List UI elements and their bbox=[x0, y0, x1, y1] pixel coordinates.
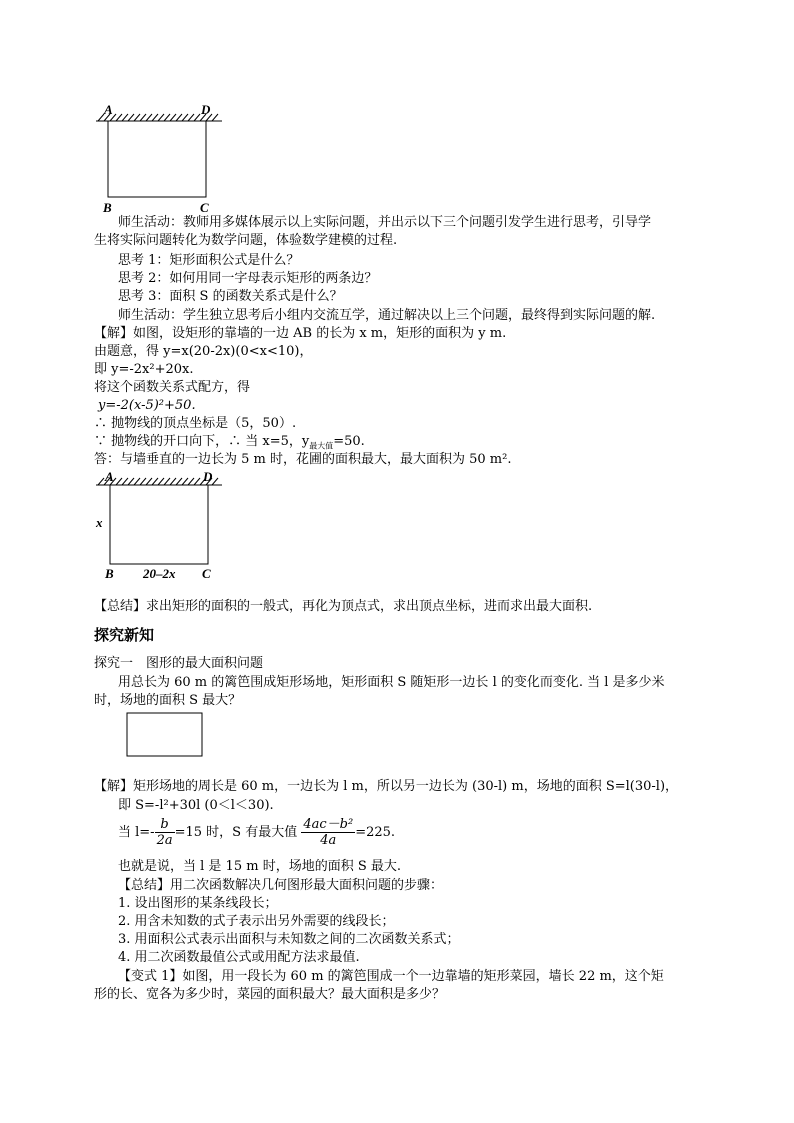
think-2: 思考 2：如何用同一字母表示矩形的两条边？ bbox=[118, 271, 378, 286]
think-3: 思考 3：面积 S 的函数关系式是什么？ bbox=[118, 289, 343, 304]
summary-1: 【总结】求出矩形的面积的一般式，再化为顶点式，求出顶点坐标，进而求出最大面积. bbox=[94, 599, 593, 614]
think-1: 思考 1：矩形面积公式是什么？ bbox=[118, 253, 300, 268]
activity-text-1b: 生将实际问题转化为数学问题，体验数学建模的过程. bbox=[94, 233, 398, 248]
explore-title: 探究一 图形的最大面积问题 bbox=[94, 656, 264, 671]
fig2-label-b: B bbox=[105, 566, 114, 581]
solution-2-line-2: 即 S=-l²+30l (0＜l＜30). bbox=[118, 798, 274, 813]
solution-1-line-4: 将这个函数关系式配方，得 bbox=[94, 380, 251, 395]
fraction-1-denominator: 2a bbox=[156, 833, 173, 848]
summary-2-step-2: 2. 用含未知数的式子表示出另外需要的线段长； bbox=[118, 914, 395, 929]
solution-2-line-3 bbox=[118, 816, 395, 850]
solution-1-line-1: 【解】如图，设矩形的靠墙的一边 AB 的长为 x m，矩形的面积为 y m. bbox=[94, 326, 507, 341]
activity-text-1a: 师生活动：教师用多媒体展示以上实际问题，并出示以下三个问题引发学生进行思考，引导学 bbox=[118, 215, 652, 230]
solution-1-line-3: 即 y=-2x²+20x. bbox=[94, 362, 194, 377]
fraction-2-numerator: 4ac－b² bbox=[303, 817, 354, 832]
summary-2-step-3: 3. 用面积公式表示出面积与未知数之间的二次函数关系式； bbox=[118, 932, 460, 947]
variant-line-1: 【变式 1】如图，用一段长为 60 m 的篱笆围成一个一边靠墙的矩形菜园，墙长 22 m，这个矩 bbox=[118, 969, 664, 984]
fig2-label-bottom: 20–2x bbox=[143, 566, 176, 581]
explore-question-2: 时，场地的面积 S 最大？ bbox=[94, 693, 242, 708]
solution-2-line-1: 【解】矩形场地的周长是 60 m，一边长为 l m，所以另一边长为 (30-l) m，场地的面积 S=l(30-l)， bbox=[94, 779, 679, 794]
solution-1-line-7a: ∵ 抛物线的开口向下，∴ 当 x=5，y bbox=[94, 434, 310, 449]
summary-2-step-1: 1. 设出图形的某条线段长； bbox=[118, 896, 278, 911]
summary-2-title: 【总结】用二次函数解决几何图形最大面积问题的步骤： bbox=[118, 878, 444, 893]
solution-1-line-6: ∴ 抛物线的顶点坐标是（5，50）. bbox=[94, 416, 297, 431]
fig2-label-a: A bbox=[105, 469, 114, 484]
fraction-vertex-value bbox=[301, 817, 355, 848]
solution-1-line-2: 由题意，得 y=x(20-2x)(0<x<10)， bbox=[94, 344, 313, 359]
activity-text-2: 师生活动：学生独立思考后小组内交流互学，通过解决以上三个问题，最终得到实际问题的解. bbox=[118, 308, 656, 323]
fig1-label-c: C bbox=[200, 200, 209, 215]
solution-2-line-3c: =225. bbox=[355, 825, 396, 840]
summary-2-step-4: 4. 用二次函数最值公式或用配方法求最值. bbox=[118, 950, 360, 965]
figure-2-rect bbox=[110, 485, 208, 564]
fig2-label-d: D bbox=[203, 469, 213, 484]
max-value-subscript: 最大值 bbox=[309, 441, 334, 451]
fraction-b-over-2a bbox=[155, 817, 175, 848]
fig2-label-c: C bbox=[202, 566, 211, 581]
solution-1-line-7b: =50. bbox=[333, 434, 365, 449]
figure-3-rect bbox=[127, 713, 202, 756]
figure-1-rect bbox=[108, 121, 206, 197]
section-heading: 探究新知 bbox=[94, 626, 155, 644]
solution-2-line-4: 也就是说，当 l 是 15 m 时，场地的面积 S 最大. bbox=[118, 859, 401, 874]
fig1-label-b: B bbox=[103, 200, 112, 215]
fig1-label-d: D bbox=[201, 102, 211, 117]
fraction-1-numerator: b bbox=[155, 817, 175, 833]
fraction-2-denominator: 4a bbox=[320, 833, 337, 848]
variant-line-2: 形的长、宽各为多少时，菜园的面积最大？最大面积是多少？ bbox=[94, 987, 446, 1002]
solution-1-line-5: y=-2(x-5)²+50. bbox=[98, 398, 196, 413]
solution-2-line-3a: 当 l=- bbox=[118, 825, 155, 840]
solution-2-line-3b: =15 时，S 有最大值 bbox=[174, 825, 298, 840]
fig2-label-x: x bbox=[96, 515, 103, 530]
answer-line: 答：与墙垂直的一边长为 5 m 时，花圃的面积最大，最大面积为 50 m². bbox=[94, 452, 512, 467]
explore-question-1: 用总长为 60 m 的篱笆围成矩形场地，矩形面积 S 随矩形一边长 l 的变化而变化. 当 l 是多少米 bbox=[118, 675, 665, 690]
fig1-label-a: A bbox=[104, 102, 113, 117]
